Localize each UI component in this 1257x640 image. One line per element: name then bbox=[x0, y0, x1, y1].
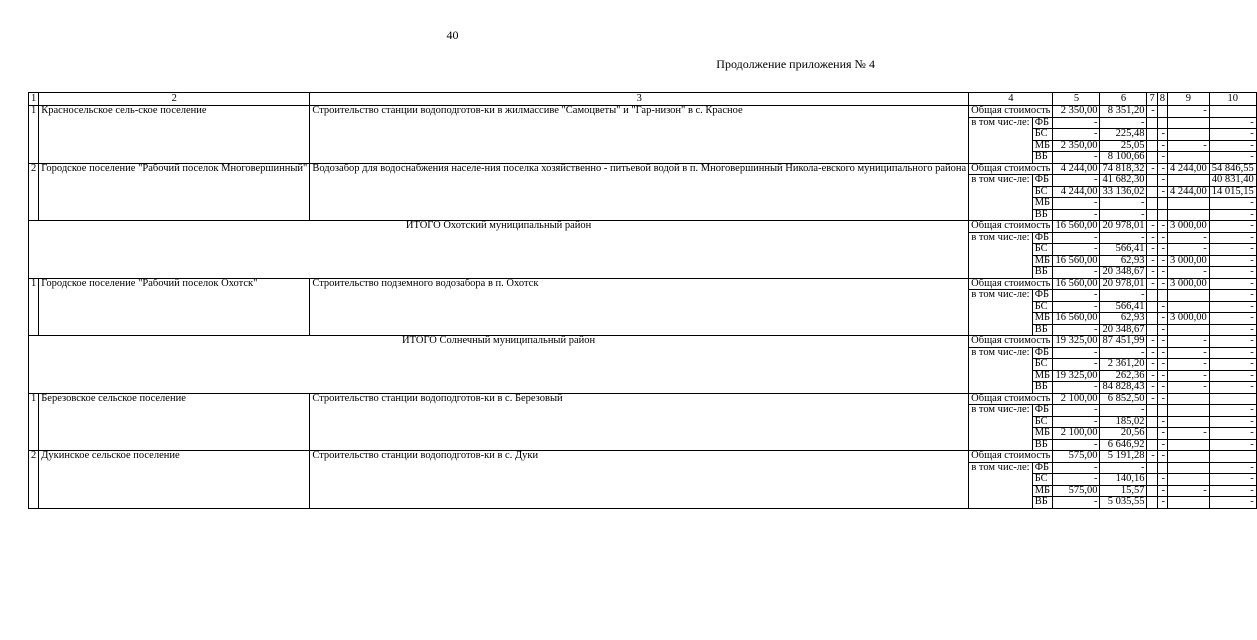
value-cell bbox=[1157, 462, 1167, 474]
value-cell bbox=[1147, 140, 1157, 152]
fund-source: МБ bbox=[1032, 140, 1053, 152]
value-cell: 4 244,00 bbox=[1167, 163, 1209, 175]
fund-source: БС bbox=[1032, 301, 1053, 313]
header-cell: 10 bbox=[1209, 93, 1256, 106]
cost-label: Общая стоимость bbox=[969, 106, 1053, 118]
value-cell bbox=[1147, 152, 1157, 164]
header-cell: 3 bbox=[310, 93, 969, 106]
fund-source: ВБ bbox=[1032, 267, 1053, 279]
recipient-cell: Березовское сельское поселение bbox=[39, 393, 310, 451]
fund-source: МБ bbox=[1032, 428, 1053, 440]
table-row bbox=[29, 451, 1257, 463]
value-cell: 2 350,00 bbox=[1053, 106, 1100, 118]
value-cell: - bbox=[1157, 129, 1167, 141]
value-cell: - bbox=[1167, 232, 1209, 244]
value-cell bbox=[1167, 175, 1209, 187]
value-cell: - bbox=[1209, 152, 1256, 164]
value-cell: - bbox=[1209, 497, 1256, 509]
value-cell: - bbox=[1209, 336, 1256, 348]
value-cell: - bbox=[1157, 175, 1167, 187]
value-cell: - bbox=[1157, 267, 1167, 279]
value-cell: - bbox=[1053, 439, 1100, 451]
value-cell: - bbox=[1209, 232, 1256, 244]
fund-source: ФБ bbox=[1032, 405, 1053, 417]
value-cell: - bbox=[1157, 428, 1167, 440]
value-cell: 4 244,00 bbox=[1167, 186, 1209, 198]
value-cell: - bbox=[1157, 451, 1167, 463]
value-cell: - bbox=[1157, 186, 1167, 198]
value-cell: - bbox=[1209, 324, 1256, 336]
value-cell bbox=[1167, 416, 1209, 428]
value-cell: 575,00 bbox=[1053, 451, 1100, 463]
value-cell: - bbox=[1147, 347, 1157, 359]
value-cell: - bbox=[1167, 485, 1209, 497]
value-cell bbox=[1167, 393, 1209, 405]
fund-source: ВБ bbox=[1032, 439, 1053, 451]
value-cell: 62,93 bbox=[1100, 255, 1147, 267]
fund-source: ВБ bbox=[1032, 209, 1053, 221]
total-row bbox=[29, 336, 1257, 348]
cost-label: Общая стоимость bbox=[969, 278, 1053, 290]
continuation-note: Продолжение приложения № 4 bbox=[716, 57, 875, 71]
value-cell: - bbox=[1157, 359, 1167, 371]
value-cell bbox=[1209, 393, 1256, 405]
cost-label: Общая стоимость bbox=[969, 336, 1053, 348]
value-cell bbox=[1167, 290, 1209, 302]
fund-source: МБ bbox=[1032, 255, 1053, 267]
value-cell: - bbox=[1209, 221, 1256, 233]
value-cell: - bbox=[1157, 255, 1167, 267]
value-cell: 2 350,00 bbox=[1053, 140, 1100, 152]
value-cell bbox=[1167, 324, 1209, 336]
incl-label: в том чис-ле: bbox=[969, 347, 1033, 393]
value-cell bbox=[1147, 462, 1157, 474]
value-cell bbox=[1209, 451, 1256, 463]
value-cell: 185,02 bbox=[1100, 416, 1147, 428]
value-cell bbox=[1157, 117, 1167, 129]
recipient-cell: Городское поселение "Рабочий поселок Охотск" bbox=[39, 278, 310, 336]
row-number: 2 bbox=[29, 451, 39, 509]
fund-source: МБ bbox=[1032, 198, 1053, 210]
header-cell: 5 bbox=[1053, 93, 1100, 106]
value-cell: 262,36 bbox=[1100, 370, 1147, 382]
value-cell bbox=[1167, 152, 1209, 164]
value-cell bbox=[1147, 405, 1157, 417]
value-cell: - bbox=[1147, 244, 1157, 256]
page-number: 40 bbox=[446, 28, 459, 42]
value-cell: - bbox=[1209, 278, 1256, 290]
fund-source: БС bbox=[1032, 129, 1053, 141]
value-cell bbox=[1167, 451, 1209, 463]
fund-source: ФБ bbox=[1032, 347, 1053, 359]
header-cell: 2 bbox=[39, 93, 310, 106]
value-cell: - bbox=[1147, 255, 1157, 267]
value-cell: - bbox=[1209, 474, 1256, 486]
value-cell: - bbox=[1053, 497, 1100, 509]
value-cell: - bbox=[1157, 382, 1167, 394]
value-cell bbox=[1157, 209, 1167, 221]
value-cell: - bbox=[1053, 232, 1100, 244]
value-cell: 19 325,00 bbox=[1053, 370, 1100, 382]
recipient-cell: Городское поселение "Рабочий поселок Многовершинный" bbox=[39, 163, 310, 221]
value-cell: - bbox=[1157, 336, 1167, 348]
value-cell: 5 035,55 bbox=[1100, 497, 1147, 509]
value-cell: 20 348,67 bbox=[1100, 324, 1147, 336]
value-cell bbox=[1147, 428, 1157, 440]
value-cell: 16 560,00 bbox=[1053, 313, 1100, 325]
value-cell: - bbox=[1157, 244, 1167, 256]
value-cell: - bbox=[1209, 462, 1256, 474]
value-cell: 16 560,00 bbox=[1053, 221, 1100, 233]
value-cell bbox=[1157, 106, 1167, 118]
recipient-cell: Дукинское сельское поселение bbox=[39, 451, 310, 509]
header-cell: 1 bbox=[29, 93, 39, 106]
value-cell: 3 000,00 bbox=[1167, 221, 1209, 233]
fund-source: ВБ bbox=[1032, 382, 1053, 394]
value-cell: 8 100,66 bbox=[1100, 152, 1147, 164]
value-cell bbox=[1167, 301, 1209, 313]
value-cell: 3 000,00 bbox=[1167, 278, 1209, 290]
value-cell bbox=[1147, 290, 1157, 302]
row-number: 1 bbox=[29, 393, 39, 451]
fund-source: ВБ bbox=[1032, 152, 1053, 164]
value-cell: 87 451,99 bbox=[1100, 336, 1147, 348]
value-cell bbox=[1147, 209, 1157, 221]
value-cell: - bbox=[1157, 301, 1167, 313]
value-cell: - bbox=[1147, 267, 1157, 279]
object-cell: Строительство подземного водозабора в п. Охотск bbox=[310, 278, 969, 336]
value-cell: - bbox=[1053, 209, 1100, 221]
table-row bbox=[29, 163, 1257, 175]
value-cell: - bbox=[1053, 405, 1100, 417]
fund-source: ФБ bbox=[1032, 232, 1053, 244]
value-cell: - bbox=[1053, 152, 1100, 164]
incl-label: в том чис-ле: bbox=[969, 117, 1033, 163]
value-cell: - bbox=[1209, 198, 1256, 210]
value-cell: - bbox=[1209, 359, 1256, 371]
value-cell: - bbox=[1157, 497, 1167, 509]
value-cell bbox=[1167, 129, 1209, 141]
value-cell: 566,41 bbox=[1100, 244, 1147, 256]
value-cell bbox=[1167, 474, 1209, 486]
value-cell: 140,16 bbox=[1100, 474, 1147, 486]
value-cell: - bbox=[1157, 439, 1167, 451]
value-cell: - bbox=[1147, 370, 1157, 382]
value-cell bbox=[1147, 129, 1157, 141]
value-cell: - bbox=[1167, 382, 1209, 394]
fund-source: БС bbox=[1032, 186, 1053, 198]
value-cell: - bbox=[1147, 232, 1157, 244]
value-cell: - bbox=[1147, 221, 1157, 233]
fund-source: МБ bbox=[1032, 313, 1053, 325]
value-cell: - bbox=[1053, 198, 1100, 210]
value-cell: - bbox=[1157, 278, 1167, 290]
fund-source: ФБ bbox=[1032, 290, 1053, 302]
value-cell: - bbox=[1053, 117, 1100, 129]
value-cell: - bbox=[1157, 313, 1167, 325]
value-cell: - bbox=[1209, 347, 1256, 359]
value-cell bbox=[1147, 416, 1157, 428]
incl-label: в том чис-ле: bbox=[969, 175, 1033, 221]
value-cell: - bbox=[1100, 198, 1147, 210]
value-cell: - bbox=[1100, 209, 1147, 221]
appendix-table bbox=[28, 92, 1257, 509]
value-cell: - bbox=[1157, 370, 1167, 382]
fund-source: БС bbox=[1032, 359, 1053, 371]
header-cell: 7 bbox=[1147, 93, 1157, 106]
table-row bbox=[29, 278, 1257, 290]
value-cell: - bbox=[1053, 244, 1100, 256]
value-cell: - bbox=[1100, 117, 1147, 129]
value-cell: - bbox=[1209, 255, 1256, 267]
value-cell: 41 682,30 bbox=[1100, 175, 1147, 187]
recipient-cell: Красносельское сель-ское поселение bbox=[39, 106, 310, 164]
value-cell: - bbox=[1100, 462, 1147, 474]
value-cell: - bbox=[1167, 244, 1209, 256]
value-cell: - bbox=[1157, 152, 1167, 164]
incl-label: в том чис-ле: bbox=[969, 405, 1033, 451]
fund-source: МБ bbox=[1032, 485, 1053, 497]
cost-label: Общая стоимость bbox=[969, 163, 1053, 175]
value-cell: - bbox=[1053, 267, 1100, 279]
value-cell: 5 191,28 bbox=[1100, 451, 1147, 463]
value-cell: - bbox=[1209, 267, 1256, 279]
value-cell: - bbox=[1147, 336, 1157, 348]
value-cell: - bbox=[1100, 232, 1147, 244]
fund-source: ВБ bbox=[1032, 497, 1053, 509]
value-cell bbox=[1147, 117, 1157, 129]
header-cell: 9 bbox=[1167, 93, 1209, 106]
value-cell: 575,00 bbox=[1053, 485, 1100, 497]
value-cell: - bbox=[1053, 462, 1100, 474]
value-cell: - bbox=[1147, 278, 1157, 290]
value-cell: - bbox=[1167, 347, 1209, 359]
value-cell: - bbox=[1100, 405, 1147, 417]
value-cell: - bbox=[1167, 140, 1209, 152]
value-cell: - bbox=[1157, 416, 1167, 428]
object-cell: Строительство станции водоподготов-ки в жилмассиве "Самоцветы" и "Гар-низон" в с. Красное bbox=[310, 106, 969, 164]
value-cell: 20 348,67 bbox=[1100, 267, 1147, 279]
value-cell: 54 846,55 bbox=[1209, 163, 1256, 175]
value-cell: - bbox=[1167, 370, 1209, 382]
value-cell bbox=[1147, 175, 1157, 187]
fund-source: БС bbox=[1032, 416, 1053, 428]
value-cell bbox=[1167, 405, 1209, 417]
value-cell: - bbox=[1157, 347, 1167, 359]
cost-label: Общая стоимость bbox=[969, 221, 1053, 233]
incl-label: в том чис-ле: bbox=[969, 290, 1033, 336]
total-title: ИТОГО Солнечный муниципальный район bbox=[29, 336, 969, 394]
value-cell: 16 560,00 bbox=[1053, 255, 1100, 267]
header-cell: 4 bbox=[969, 93, 1053, 106]
value-cell bbox=[1147, 324, 1157, 336]
value-cell: 6 852,50 bbox=[1100, 393, 1147, 405]
value-cell: - bbox=[1157, 393, 1167, 405]
value-cell: 6 646,92 bbox=[1100, 439, 1147, 451]
incl-label: в том чис-ле: bbox=[969, 462, 1033, 508]
value-cell: - bbox=[1147, 393, 1157, 405]
value-cell: 33 136,02 bbox=[1100, 186, 1147, 198]
value-cell: - bbox=[1053, 347, 1100, 359]
row-number: 2 bbox=[29, 163, 39, 221]
value-cell: - bbox=[1100, 290, 1147, 302]
fund-source: ФБ bbox=[1032, 175, 1053, 187]
value-cell: 16 560,00 bbox=[1053, 278, 1100, 290]
value-cell bbox=[1147, 301, 1157, 313]
value-cell bbox=[1147, 474, 1157, 486]
fund-source: ФБ bbox=[1032, 462, 1053, 474]
value-cell: - bbox=[1209, 129, 1256, 141]
value-cell: 225,48 bbox=[1100, 129, 1147, 141]
value-cell: - bbox=[1209, 209, 1256, 221]
value-cell: - bbox=[1157, 163, 1167, 175]
fund-source: МБ bbox=[1032, 370, 1053, 382]
value-cell: 3 000,00 bbox=[1167, 313, 1209, 325]
value-cell: - bbox=[1209, 405, 1256, 417]
header-row bbox=[29, 93, 1257, 106]
value-cell: - bbox=[1053, 175, 1100, 187]
object-cell: Строительство станции водоподготов-ки в с. Дуки bbox=[310, 451, 969, 509]
value-cell: - bbox=[1209, 117, 1256, 129]
value-cell: 566,41 bbox=[1100, 301, 1147, 313]
value-cell: - bbox=[1053, 474, 1100, 486]
value-cell bbox=[1167, 497, 1209, 509]
value-cell: 2 361,20 bbox=[1100, 359, 1147, 371]
value-cell: 19 325,00 bbox=[1053, 336, 1100, 348]
value-cell: 2 100,00 bbox=[1053, 428, 1100, 440]
value-cell: 4 244,00 bbox=[1053, 163, 1100, 175]
value-cell: 40 831,40 bbox=[1209, 175, 1256, 187]
row-number: 1 bbox=[29, 278, 39, 336]
value-cell bbox=[1167, 198, 1209, 210]
table-row bbox=[29, 393, 1257, 405]
value-cell bbox=[1147, 198, 1157, 210]
value-cell: 20,56 bbox=[1100, 428, 1147, 440]
incl-label: в том чис-ле: bbox=[969, 232, 1033, 278]
cost-label: Общая стоимость bbox=[969, 451, 1053, 463]
value-cell: - bbox=[1053, 301, 1100, 313]
fund-source: ФБ bbox=[1032, 117, 1053, 129]
value-cell: - bbox=[1209, 428, 1256, 440]
value-cell bbox=[1147, 439, 1157, 451]
value-cell: 4 244,00 bbox=[1053, 186, 1100, 198]
value-cell: - bbox=[1209, 382, 1256, 394]
value-cell bbox=[1167, 117, 1209, 129]
value-cell: 25,05 bbox=[1100, 140, 1147, 152]
object-cell: Строительство станции водоподготов-ки в с. Березовый bbox=[310, 393, 969, 451]
value-cell: - bbox=[1167, 106, 1209, 118]
value-cell bbox=[1167, 462, 1209, 474]
value-cell: - bbox=[1167, 359, 1209, 371]
value-cell: - bbox=[1209, 301, 1256, 313]
value-cell bbox=[1147, 186, 1157, 198]
value-cell: - bbox=[1209, 416, 1256, 428]
value-cell bbox=[1209, 106, 1256, 118]
header-cell: 6 bbox=[1100, 93, 1147, 106]
value-cell: - bbox=[1167, 267, 1209, 279]
value-cell: - bbox=[1209, 140, 1256, 152]
value-cell: 2 100,00 bbox=[1053, 393, 1100, 405]
value-cell: - bbox=[1147, 451, 1157, 463]
value-cell: 15,57 bbox=[1100, 485, 1147, 497]
header-cell: 8 bbox=[1157, 93, 1167, 106]
fund-source: БС bbox=[1032, 474, 1053, 486]
value-cell: - bbox=[1157, 324, 1167, 336]
value-cell: - bbox=[1157, 474, 1167, 486]
value-cell: - bbox=[1157, 221, 1167, 233]
total-row bbox=[29, 221, 1257, 233]
value-cell: - bbox=[1157, 485, 1167, 497]
value-cell: 84 828,43 bbox=[1100, 382, 1147, 394]
value-cell bbox=[1167, 209, 1209, 221]
value-cell: - bbox=[1167, 336, 1209, 348]
value-cell: - bbox=[1157, 232, 1167, 244]
value-cell: 20 978,01 bbox=[1100, 221, 1147, 233]
value-cell bbox=[1147, 497, 1157, 509]
value-cell: - bbox=[1053, 129, 1100, 141]
value-cell: 74 818,32 bbox=[1100, 163, 1147, 175]
value-cell: - bbox=[1053, 382, 1100, 394]
value-cell: - bbox=[1147, 382, 1157, 394]
total-title: ИТОГО Охотский муниципальный район bbox=[29, 221, 969, 279]
value-cell bbox=[1157, 290, 1167, 302]
value-cell: 14 015,15 bbox=[1209, 186, 1256, 198]
row-number: 1 bbox=[29, 106, 39, 164]
value-cell bbox=[1157, 405, 1167, 417]
value-cell: 20 978,01 bbox=[1100, 278, 1147, 290]
object-cell: Водозабор для водоснабжения населе-ния поселка хозяйственно - питьевой водой в п. Многовершинный Никола-евского муниципального района bbox=[310, 163, 969, 221]
value-cell bbox=[1147, 313, 1157, 325]
value-cell: - bbox=[1053, 359, 1100, 371]
value-cell: - bbox=[1209, 370, 1256, 382]
cost-label: Общая стоимость bbox=[969, 393, 1053, 405]
value-cell: - bbox=[1209, 244, 1256, 256]
value-cell: - bbox=[1209, 439, 1256, 451]
value-cell bbox=[1147, 485, 1157, 497]
fund-source: БС bbox=[1032, 244, 1053, 256]
table-row bbox=[29, 106, 1257, 118]
value-cell: - bbox=[1209, 485, 1256, 497]
value-cell: - bbox=[1157, 140, 1167, 152]
value-cell: - bbox=[1053, 324, 1100, 336]
fund-source: ВБ bbox=[1032, 324, 1053, 336]
value-cell: 3 000,00 bbox=[1167, 255, 1209, 267]
value-cell bbox=[1167, 439, 1209, 451]
value-cell: - bbox=[1167, 428, 1209, 440]
value-cell: - bbox=[1100, 347, 1147, 359]
value-cell bbox=[1157, 198, 1167, 210]
value-cell: - bbox=[1053, 416, 1100, 428]
value-cell: - bbox=[1147, 359, 1157, 371]
value-cell: - bbox=[1053, 290, 1100, 302]
value-cell: - bbox=[1209, 290, 1256, 302]
value-cell: - bbox=[1147, 163, 1157, 175]
value-cell: - bbox=[1147, 106, 1157, 118]
value-cell: 8 351,20 bbox=[1100, 106, 1147, 118]
value-cell: 62,93 bbox=[1100, 313, 1147, 325]
value-cell: - bbox=[1209, 313, 1256, 325]
